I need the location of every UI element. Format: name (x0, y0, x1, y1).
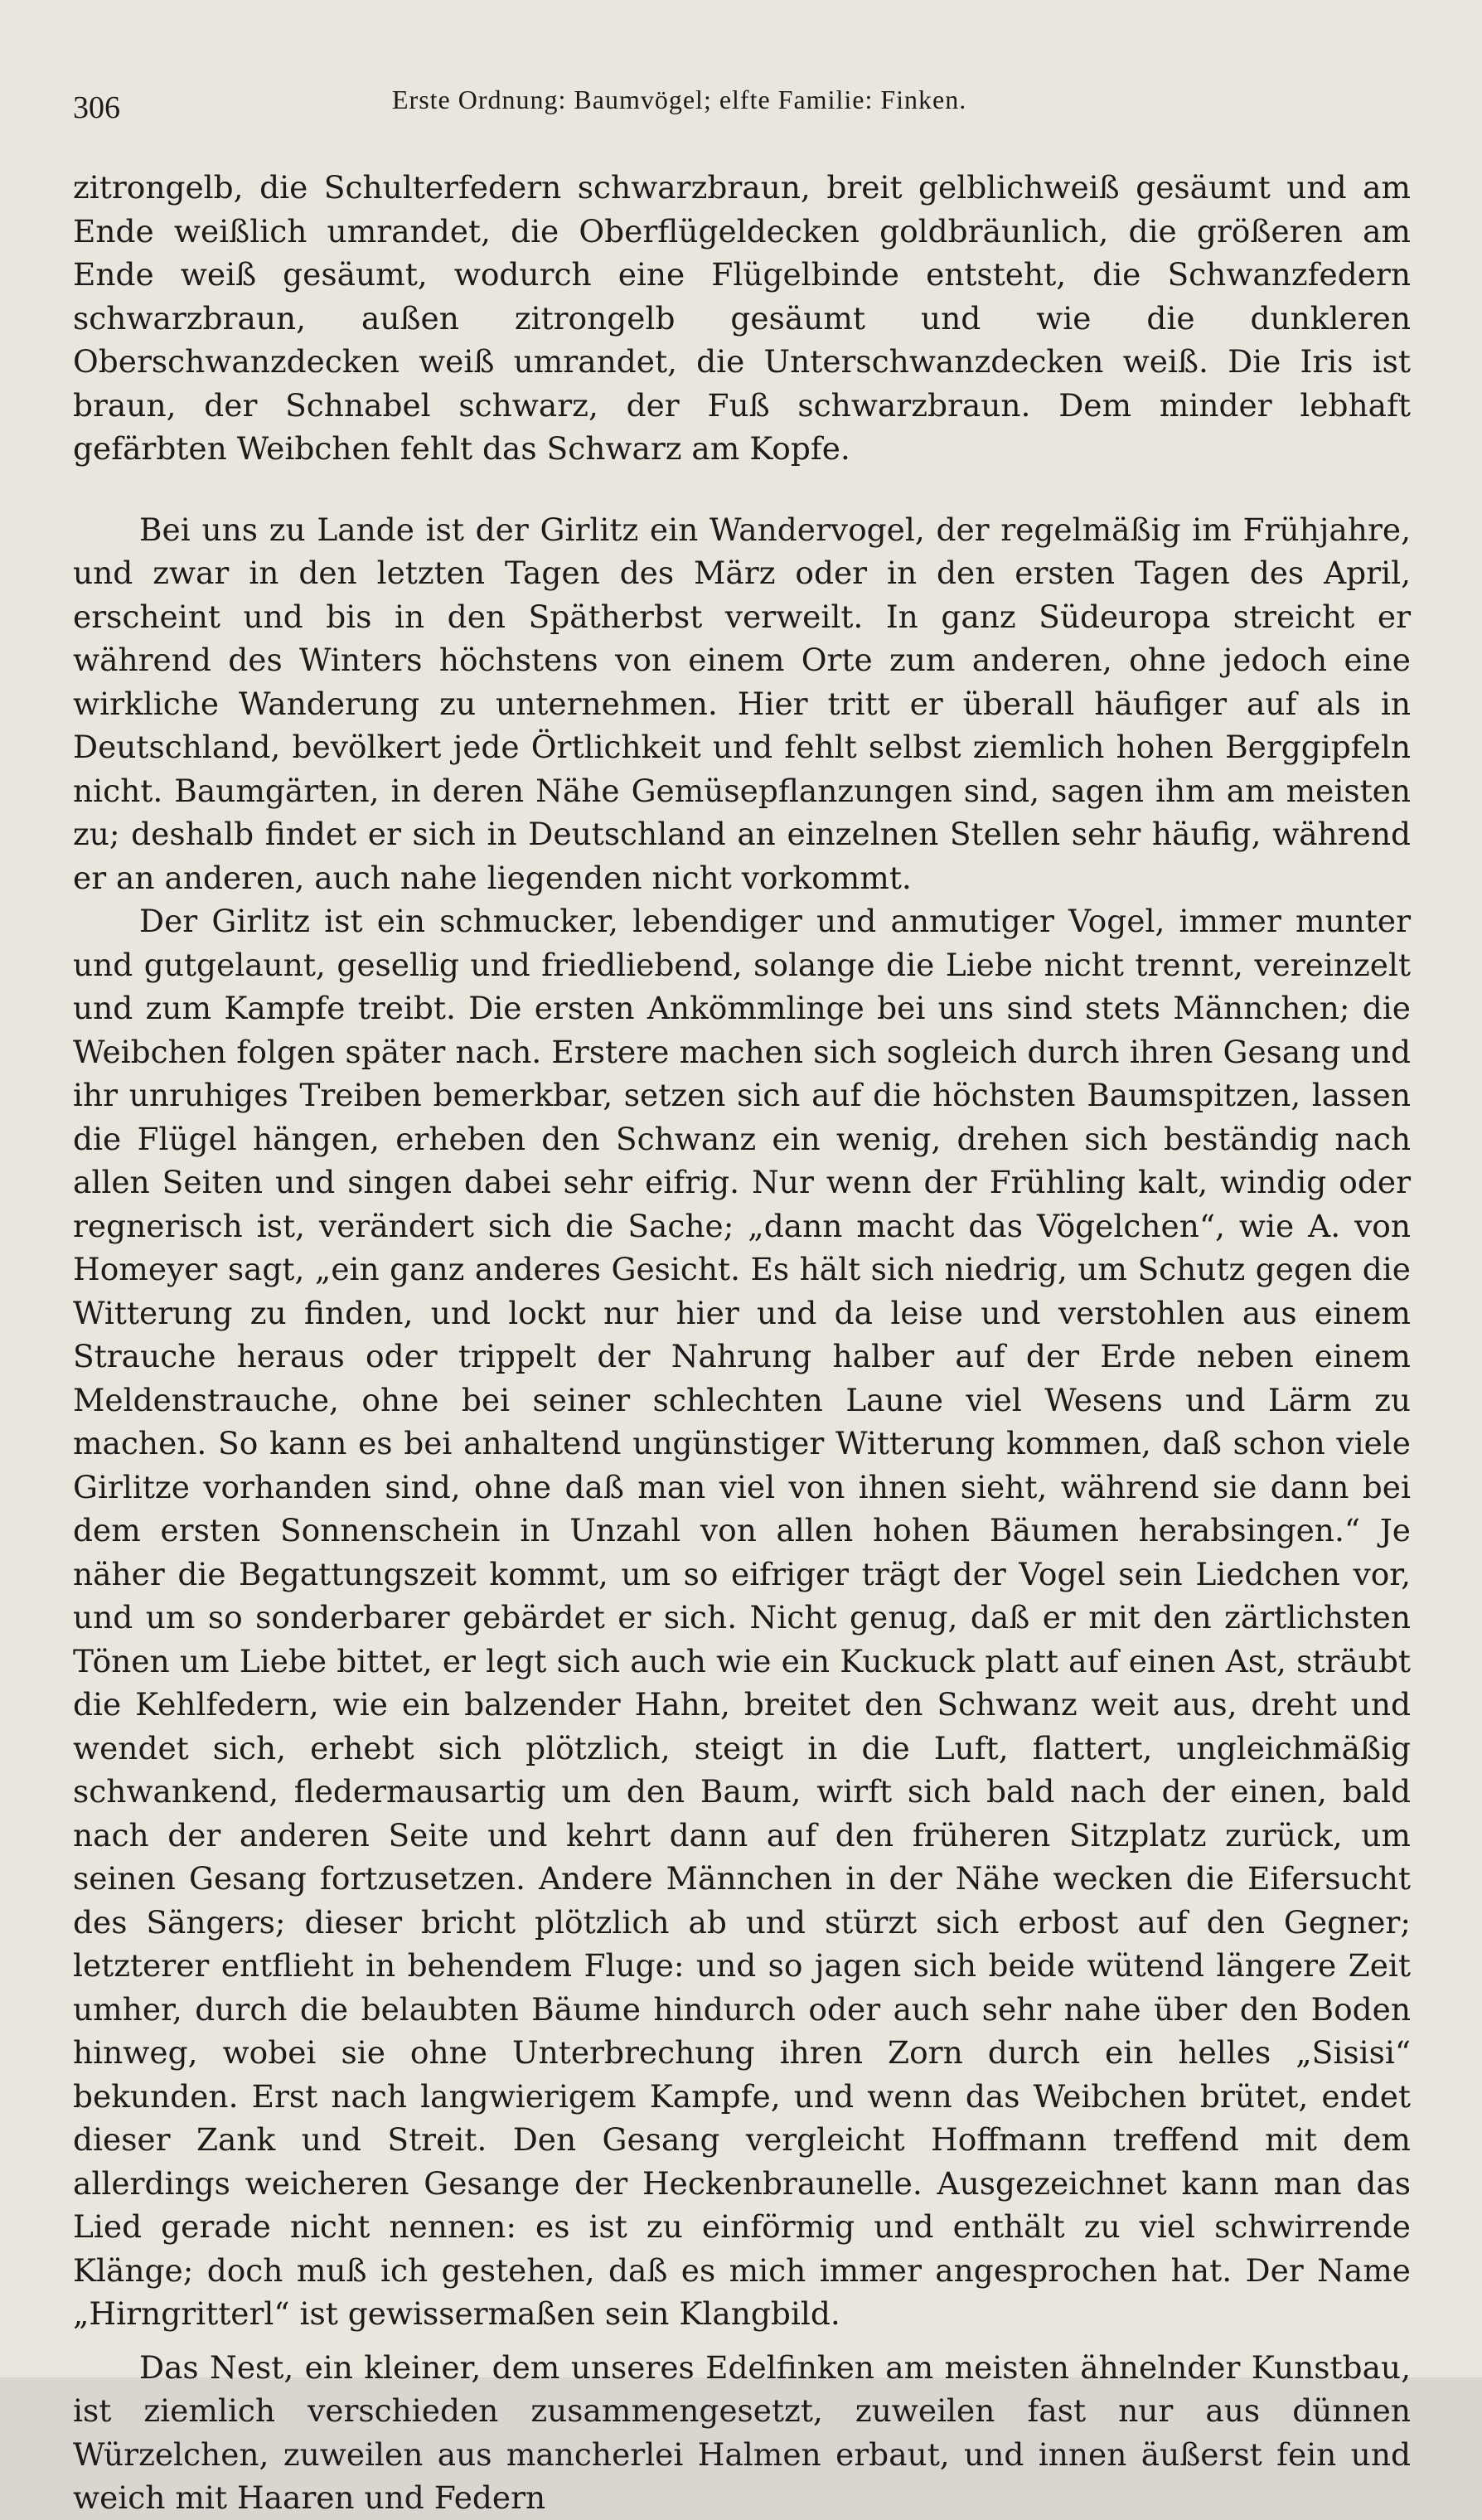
paragraph-behaviour: Der Girlitz ist ein schmucker, lebendiger und anmutiger Vogel, immer munter und gutgelaunt, gesellig und friedliebend, solange die Liebe nicht trennt, vereinzelt und zum Kampfe treibt. Die ersten Ankömmlinge bei uns sind stets Männchen; die Weibchen folgen später nach. Erstere machen sich sogleich durch ihren Gesang und ihr unruhiges Treiben bemerkbar, setzen sich auf die höchsten Baumspitzen, lassen die Flügel hängen, erheben den Schwanz ein wenig, drehen sich beständig nach allen Seiten und singen dabei sehr eifrig. Nur wenn der Frühling kalt, windig oder regnerisch ist, verändert sich die Sache; „dann macht das Vögelchen“, wie A. von Homeyer sagt, „ein ganz anderes Gesicht. Es hält sich niedrig, um Schutz gegen die Witterung zu finden, und lockt nur hier und da leise und verstohlen aus einem Strauche heraus oder trippelt der Nahrung halber auf der Erde neben einem Meldenstrauche, ohne bei seiner schlechten Laune viel Wesens und Lärm zu machen. So kann es bei anhaltend ungünstiger Witterung kommen, daß schon viele Girlitze vorhanden sind, ohne daß man viel von ihnen sieht, während sie dann bei dem ersten Sonnenschein in Unzahl von allen hohen Bäumen herabsingen.“ Je näher die Begattungszeit kommt, um so eifriger trägt der Vogel sein Liedchen vor, und um so sonderbarer gebärdet er sich. Nicht genug, daß er mit den zärtlichsten Tönen um Liebe bittet, er legt sich auch wie ein Kuckuck platt auf einen Ast, sträubt die Kehlfedern, wie ein balzender Hahn, breitet den Schwanz weit aus, dreht und wendet sich, erhebt sich plötzlich, steigt in die Luft, flattert, ungleichmäßig schwankend, fledermausartig um den Baum, wirft sich bald nach der einen, bald nach der anderen Seite und kehrt dann auf den früheren Sitzplatz zurück, um seinen Gesang fortzusetzen. Andere Männchen in der Nähe wecken die Eifersucht des Sängers; dieser bricht plötzlich ab und stürzt sich erbost auf den Gegner; letzterer entflieht in behendem Fluge: und so jagen sich beide wütend längere Zeit umher, durch die belaubten Bäume hindurch oder auch sehr nahe über den Boden hinweg, wobei sie ohne Unterbrechung ihren Zorn durch ein helles „Sisisi“ bekunden. Erst nach langwierigem Kampfe, und wenn das Weibchen brütet, endet dieser Zank und Streit. Den Gesang vergleicht Hoffmann treffend mit dem allerdings weicheren Gesange der Heckenbraunelle. Ausgezeichnet kann man das Lied gerade nicht nennen: es ist zu einförmig und enthält zu viel schwirrende Klänge; doch muß ich gestehen, daß es mich immer angesprochen hat. Der Name „Hirngritterl“ ist gewissermaßen sein Klangbild. (73, 903, 1411, 2332)
running-title: Erste Ordnung: Baumvögel; elfte Familie: Finken. (392, 85, 967, 114)
paragraph-gap (73, 471, 1411, 508)
body-text (73, 166, 1411, 2520)
paragraph-nest: Das Nest, ein kleiner, dem unseres Edelfinken am meisten ähnelnder Kunstbau, ist ziemlich verschieden zusammengesetzt, zuweilen fast nur aus dünnen Würzelchen, zuweilen aus mancherlei Halmen erbaut, und innen äußerst fein und weich mit Haaren und Federn (73, 2348, 1411, 2516)
paragraph-gap-small (73, 2336, 1411, 2346)
paragraph-description-continued: zitrongelb, die Schulterfedern schwarzbraun, breit gelblichweiß gesäumt und am Ende weißlich umrandet, die Oberflügeldecken goldbräunlich, die größeren am Ende weiß gesäumt, wodurch eine Flügelbinde entsteht, die Schwanzfedern schwarzbraun, außen zitrongelb gesäumt und wie die dunkleren Oberschwanzdecken weiß umrandet, die Unterschwanzdecken weiß. Die Iris ist braun, der Schnabel schwarz, der Fuß schwarzbraun. Dem minder lebhaft gefärbten Weibchen fehlt das Schwarz am Kopfe. (73, 169, 1411, 467)
page-number: 306 (73, 90, 120, 125)
paragraph-migration: Bei uns zu Lande ist der Girlitz ein Wandervogel, der regelmäßig im Frühjahre, und zwar in den letzten Tagen des März oder in den ersten Tagen des April, erscheint und bis in den Spätherbst verweilt. In ganz Südeuropa streicht er während des Winters höchstens von einem Orte zum anderen, ohne jedoch eine wirkliche Wanderung zu unternehmen. Hier tritt er überall häufiger auf als in Deutschland, bevölkert jede Örtlichkeit und fehlt selbst ziemlich hohen Berggipfeln nicht. Baumgärten, in deren Nähe Gemüsepflanzungen sind, sagen ihm am meisten zu; deshalb findet er sich in Deutschland an einzelnen Stellen sehr häufig, während er an anderen, auch nahe liegenden nicht vorkommt. (73, 511, 1411, 896)
running-header (73, 75, 1411, 133)
